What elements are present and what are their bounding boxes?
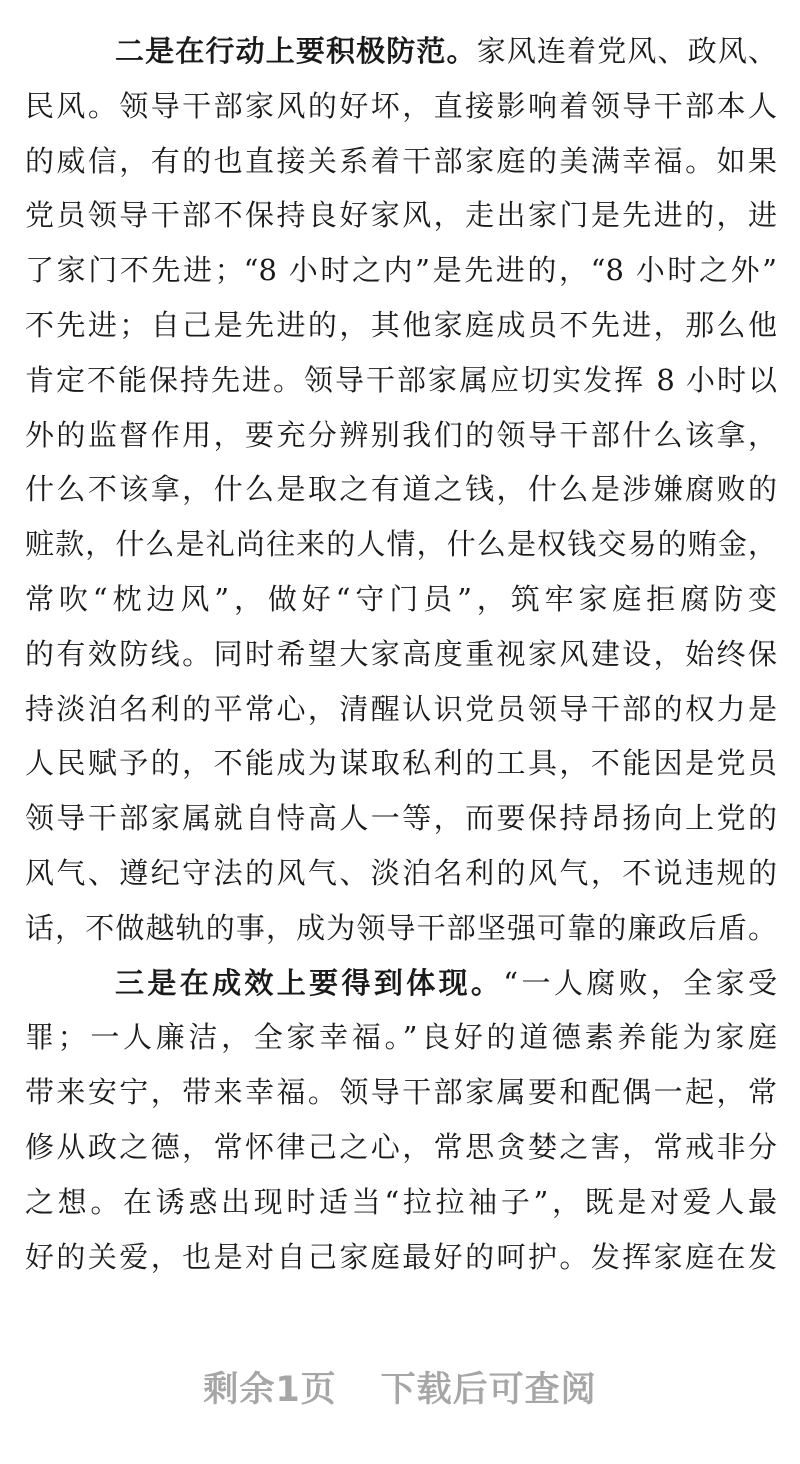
line-text: 带来安宁，带来幸福。领导干部家属要和配偶一起，常 [25,1075,777,1110]
text-line [25,736,777,791]
text-line [25,956,777,1011]
text-line [25,1065,777,1120]
text-line [25,298,777,353]
line-text: 话，不做越轨的事，成为领导干部坚强可靠的廉政后盾。 [25,910,777,945]
text-line [25,188,777,243]
line-text: 不先进；自己是先进的，其他家庭成员不先进，那么他 [25,307,777,342]
text-line [25,846,777,901]
line-text: 修从政之德，常怀律己之心，常思贪婪之害，常戒非分 [25,1129,777,1164]
text-line [25,517,777,572]
line-text: 家风连着党风、政风、 [476,34,777,68]
line-text: 人民赋予的，不能成为谋取私利的工具，不能因是党员 [25,746,777,781]
text-line [25,24,777,79]
text-line [25,79,777,134]
line-text: 持淡泊名利的平常心，清醒认识党员领导干部的权力是 [25,691,777,726]
section-lead-heading: 二是在行动上要积极防范。 [115,34,477,68]
text-line [25,1175,777,1230]
line-text: 领导干部家属就自恃高人一等，而要保持昂扬向上党的 [25,801,777,836]
text-line [25,462,777,517]
text-line [25,682,777,737]
text-line [25,627,777,682]
text-line [25,901,777,956]
download-to-view-label[interactable]: 下载后可查阅 [380,1370,597,1410]
document-body [25,24,777,1284]
line-text: 风气、遵纪守法的风气、淡泊名利的风气，不说违规的 [25,855,777,890]
line-text: 民风。领导干部家风的好坏，直接影响着领导干部本人 [25,88,777,123]
text-line [25,572,777,627]
text-line [25,1230,777,1285]
line-text: 赃款，什么是礼尚往来的人情，什么是权钱交易的贿金， [25,527,777,562]
line-text: 好的关爱，也是对自己家庭最好的呵护。发挥家庭在发 [25,1239,777,1274]
text-line [25,243,777,298]
text-line [25,791,777,846]
line-text: “一人腐败，全家受 [503,965,777,1000]
remaining-pages-label: 剩余1页 [203,1370,337,1410]
line-text: 之想。在诱惑出现时适当“拉拉袖子”，既是对爱人最 [25,1184,777,1219]
line-text: 的威信，有的也直接关系着干部家庭的美满幸福。如果 [25,143,777,178]
text-line [25,353,777,408]
line-text: 常吹“枕边风”，做好“守门员”，筑牢家庭拒腐防变 [25,581,777,616]
line-text: 肯定不能保持先进。领导干部家属应切实发挥 8 小时以 [25,362,777,397]
line-text: 什么不该拿，什么是取之有道之钱，什么是涉嫌腐败的 [25,472,777,507]
line-text: 的有效防线。同时希望大家高度重视家风建设，始终保 [25,636,777,671]
download-prompt[interactable] [0,1362,800,1412]
text-line [25,1010,777,1065]
text-line [25,134,777,189]
text-line [25,408,777,463]
line-text: 了家门不先进；“8 小时之内”是先进的，“8 小时之外” [25,253,777,288]
text-line [25,1120,777,1175]
line-text: 党员领导干部不保持良好家风，走出家门是先进的，进 [25,198,777,233]
line-text: 罪；一人廉洁，全家幸福。”良好的道德素养能为家庭 [25,1020,777,1055]
line-text: 外的监督作用，要充分辨别我们的领导干部什么该拿， [25,417,777,452]
section-lead-heading: 三是在成效上要得到体现。 [115,965,504,1000]
